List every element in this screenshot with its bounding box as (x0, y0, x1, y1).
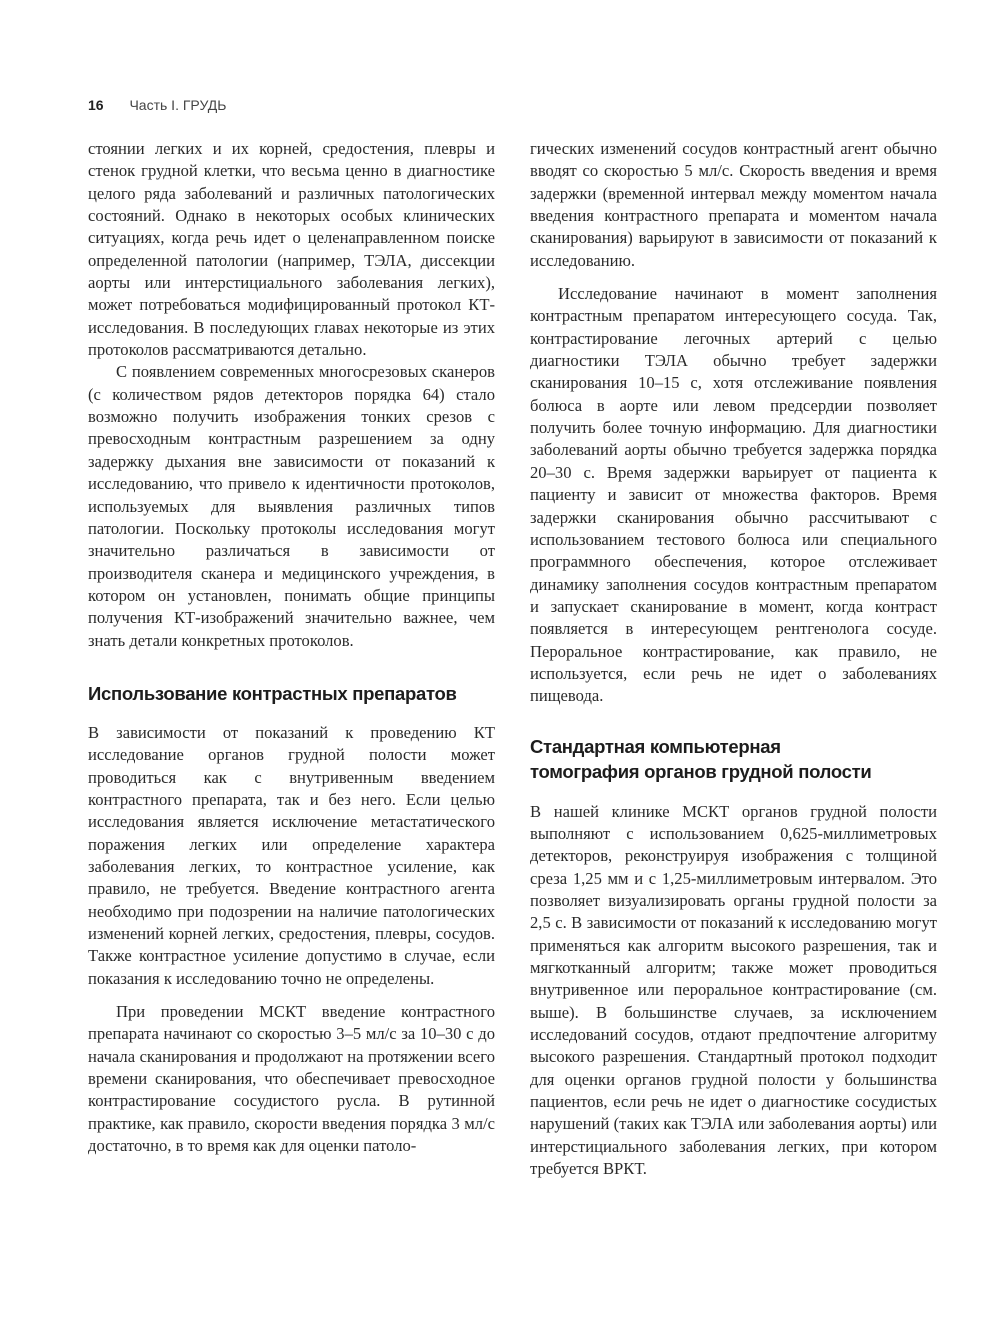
section-heading-standard-ct (530, 734, 937, 784)
running-header (88, 97, 226, 113)
paragraph-injection-continuation: гических изменений сосудов контрастный агент обычно вводят со скоростью 5 мл/с. Скорость введения и время задержки (временной интервал между моментом начала введения контрастного препарата и моментом начала сканирования) варьируют в зависимости от показаний к исследованию. (530, 139, 937, 270)
page-number: 16 (88, 97, 104, 113)
paragraph-clinic-protocol: В нашей клинике МСКТ органов грудной полости выполняют с использованием 0,625-миллиметровых детекторов, реконструируя изображения с толщиной среза 1,25 мм и с 1,25-миллиметровым интервалом. Это позволяет визуализировать органы грудной полости за 2,5 с. В зависимости от показаний к исследованию могут применяться как алгоритм высокого разрешения, так и мягкотканный алгоритм; также может проводиться внутривенное или пероральное контрастирование (см. выше). В большинстве случаев, за исключением исследований сосудов, отдают предпочтение алгоритму высокого разрешения. Стандартный протокол подходит для оценки органов грудной полости у большинства пациентов, если речь не идет о диагностике сосудистых нарушений (таких как ТЭЛА или заболевания аорты) или интерстициального заболевания легких, при котором требуется ВРКТ. (530, 801, 937, 1179)
paragraph-scan-delay: Исследование начинают в момент заполнения контрастным препаратом интересующего сосуда. Так, контрастирование легочных артерий с целью диагностики ТЭЛА обычно требует задержки сканирования 10–15 с, хотя отслеживание появления болюса в аорте или левом предсердии позволяет получить более точную информацию. Для диагностики заболеваний аорты обычно требуется задержка порядка 20–30 с. Время задержки варьирует от пациента к пациенту и зависит от множества факторов. Время задержки сканирования обычно рассчитывают с использованием тестового болюса или специального программного обеспечения, которое отслеживает динамику заполнения сосудов контрастным препаратом и запускает сканирование в момент, когда контраст появляется в интересующем рентгенолога сосуде. Пероральное контрастирование, как правило, не используется, если речь не идет о заболеваниях пищевода. (530, 284, 937, 706)
right-column (530, 138, 937, 1180)
section-heading-line-1: Стандартная компьютерная (530, 735, 781, 757)
paragraph-contrast-injection-rate: При проведении МСКТ введение контрастного препарата начинают со скоростью 3–5 мл/с за 10–30 с до начала сканирования и продолжают на протяжении всего времени сканирования, что обеспечивает превосходное контрастирование сосудистого русла. В рутинной практике, как правило, скорости введения порядка 3 мл/с достаточно, в то время как для оценки патоло- (88, 1002, 495, 1156)
part-title: Часть I. ГРУДЬ (129, 97, 227, 113)
section-heading-line-2: томография органов грудной полости (530, 760, 872, 782)
paragraph-continuation: стоянии легких и их корней, средостения, плевры и стенок грудной клетки, что весьма ценно в диагностике целого ряда заболеваний и различных патологических состояний. Однако в некоторых особых клинических ситуациях, когда речь идет о целенаправленном поиске определенной патологии (например, ТЭЛА, диссекции аорты или интерстициального заболевания легких), может потребоваться модифицированный протокол КТ-исследования. В последующих главах некоторые из этих протоколов рассматриваются детально. (88, 139, 495, 360)
paragraph-contrast-indications: В зависимости от показаний к проведению КТ исследование органов грудной полости может проводиться как с внутривенным введением контрастного препарата, так и без него. Если целью исследования является исключение метастатического поражения легких или определение характера заболевания легких, то контрастное усиление, как правило, не требуется. Введение контрастного агента необходимо при подозрении на наличие патологических изменений корней легких, средостения, плевры, сосудов. Также контрастное усиление допустимо в случае, если показания к исследованию точно не определены. (88, 722, 495, 988)
paragraph-multislice-scanners: С появлением современных многосрезовых сканеров (с количеством рядов детекторов порядка 64) стало возможно получить изображения тонких срезов с превосходным контрастным разрешением за одну задержку дыхания вне зависимости от показаний к исследованию, что привело к идентичности протоколов, используемых для выявления различных типов патологии. Поскольку протоколы исследования могут значительно различаться в зависимости от производителя сканера и медицинского учреждения, в котором он установлен, понимать общие принципы получения КТ-изображений значительно важнее, чем знать детали конкретных протоколов. (88, 362, 495, 650)
left-column (88, 138, 495, 1157)
section-heading-contrast-agents: Использование контрастных препаратов (88, 682, 457, 704)
